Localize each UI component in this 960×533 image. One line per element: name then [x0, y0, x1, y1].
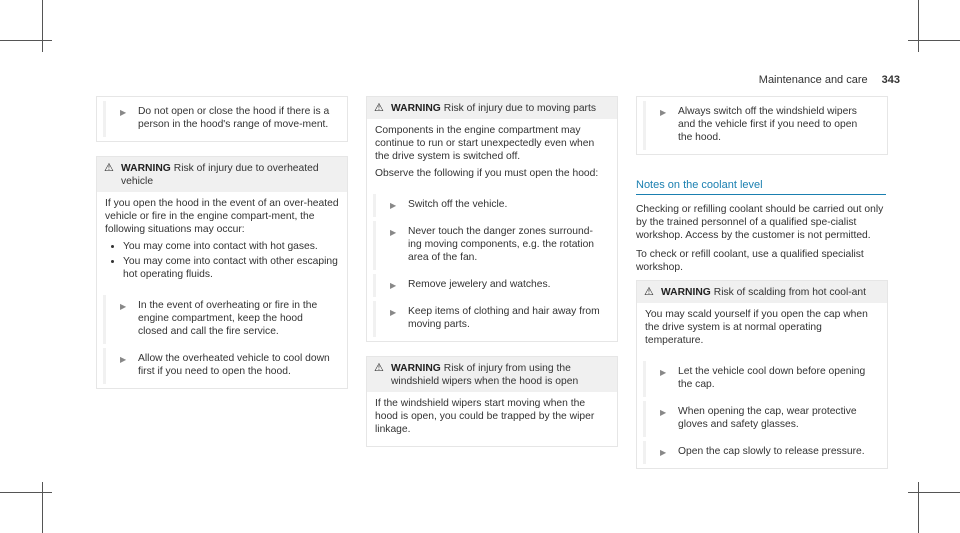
- arrow-icon: ▶: [120, 355, 127, 364]
- crop-mark: [42, 0, 43, 52]
- warning-header: ⚠ WARNING Risk of injury due to moving parts: [367, 97, 617, 119]
- crop-mark: [42, 482, 43, 533]
- arrow-icon: ▶: [660, 408, 667, 417]
- instruction-step: ▶ Remove jewelery and watches.: [373, 274, 611, 297]
- arrow-icon: ▶: [390, 201, 397, 210]
- arrow-icon: ▶: [660, 368, 667, 377]
- instruction-step: ▶ In the event of overheating or fire in the engine compartment, keep the hood closed and call the fire service.: [103, 295, 341, 344]
- arrow-icon: ▶: [660, 108, 667, 117]
- arrow-icon: ▶: [660, 448, 667, 457]
- warning-box: [366, 356, 618, 447]
- arrow-icon: ▶: [390, 281, 397, 290]
- warning-triangle-icon: ⚠: [374, 102, 384, 114]
- list-item: • You may come into contact with other escaping hot operating fluids.: [123, 255, 339, 281]
- arrow-icon: ▶: [390, 228, 397, 237]
- instruction-box: [636, 96, 888, 155]
- bullet-list: [105, 240, 339, 281]
- section-title: Notes on the coolant level: [636, 179, 886, 195]
- warning-header: ⚠ WARNING Risk of injury due to overheated vehicle: [97, 157, 347, 192]
- arrow-icon: ▶: [120, 302, 127, 311]
- warning-body: You may scald yourself if you open the cap when the drive system is at normal operating temperature.: [645, 309, 868, 346]
- warning-body: Components in the engine compartment may continue to run or start unexpectedly even when the drive system is switched off. Observe the following if you must open the hood:: [375, 125, 599, 179]
- warning-triangle-icon: ⚠: [644, 286, 654, 298]
- warning-body: If the windshield wipers start moving when the hood is open, you could be trapped by the wiper linkage.: [375, 398, 595, 435]
- warning-triangle-icon: ⚠: [374, 362, 384, 374]
- page-number: 343: [881, 74, 900, 86]
- instruction-step: ▶ Always switch off the windshield wipers and the vehicle first if you need to open the hood.: [643, 101, 881, 150]
- instruction-step: ▶ Never touch the danger zones surround-ing moving components, e.g. the rotation area of the fan.: [373, 221, 611, 270]
- warning-box: [636, 280, 888, 469]
- instruction-box: [96, 96, 348, 142]
- crop-mark: [908, 492, 960, 493]
- warning-box: [96, 156, 348, 389]
- page-header: [759, 74, 900, 86]
- column-1: [96, 96, 348, 403]
- instruction-step: ▶ Do not open or close the hood if there is a person in the hood's range of move-ment.: [103, 101, 341, 137]
- warning-triangle-icon: ⚠: [104, 162, 114, 174]
- arrow-icon: ▶: [390, 308, 397, 317]
- warning-box: [366, 96, 618, 342]
- crop-mark: [0, 40, 52, 41]
- column-3: [636, 96, 888, 483]
- section-name: Maintenance and care: [758, 74, 868, 86]
- column-2: [366, 96, 618, 461]
- crop-mark: [918, 482, 919, 533]
- warning-header: ⚠ WARNING Risk of injury from using the windshield wipers when the hood is open: [367, 357, 617, 392]
- warning-header: ⚠ WARNING Risk of scalding from hot cool-ant: [637, 281, 887, 303]
- instruction-step: ▶ Let the vehicle cool down before opening the cap.: [643, 361, 881, 397]
- instruction-step: ▶ Allow the overheated vehicle to cool down first if you need to open the hood.: [103, 348, 341, 384]
- instruction-step: ▶ Switch off the vehicle.: [373, 194, 611, 217]
- section-text: Checking or refilling coolant should be carried out only by the trained personnel of a qualified spe-cialist workshop. Access by the customer is not permitted. To check or refill coolant, use a qualified specialist workshop.: [636, 204, 884, 273]
- instruction-step: ▶ Open the cap slowly to release pressure.: [643, 441, 881, 464]
- arrow-icon: ▶: [120, 108, 127, 117]
- list-item: • You may come into contact with hot gases.: [123, 240, 339, 253]
- crop-mark: [0, 492, 52, 493]
- instruction-step: ▶ Keep items of clothing and hair away from moving parts.: [373, 301, 611, 337]
- crop-mark: [918, 0, 919, 52]
- instruction-step: ▶ When opening the cap, wear protective gloves and safety glasses.: [643, 401, 881, 437]
- warning-body: If you open the hood in the event of an over-heated vehicle or fire in the engine compart-ment, the following situations may occur: • You may come into contact with hot gases. • You may come into contact with other escaping hot operating fluids.: [97, 192, 347, 291]
- crop-mark: [908, 40, 960, 41]
